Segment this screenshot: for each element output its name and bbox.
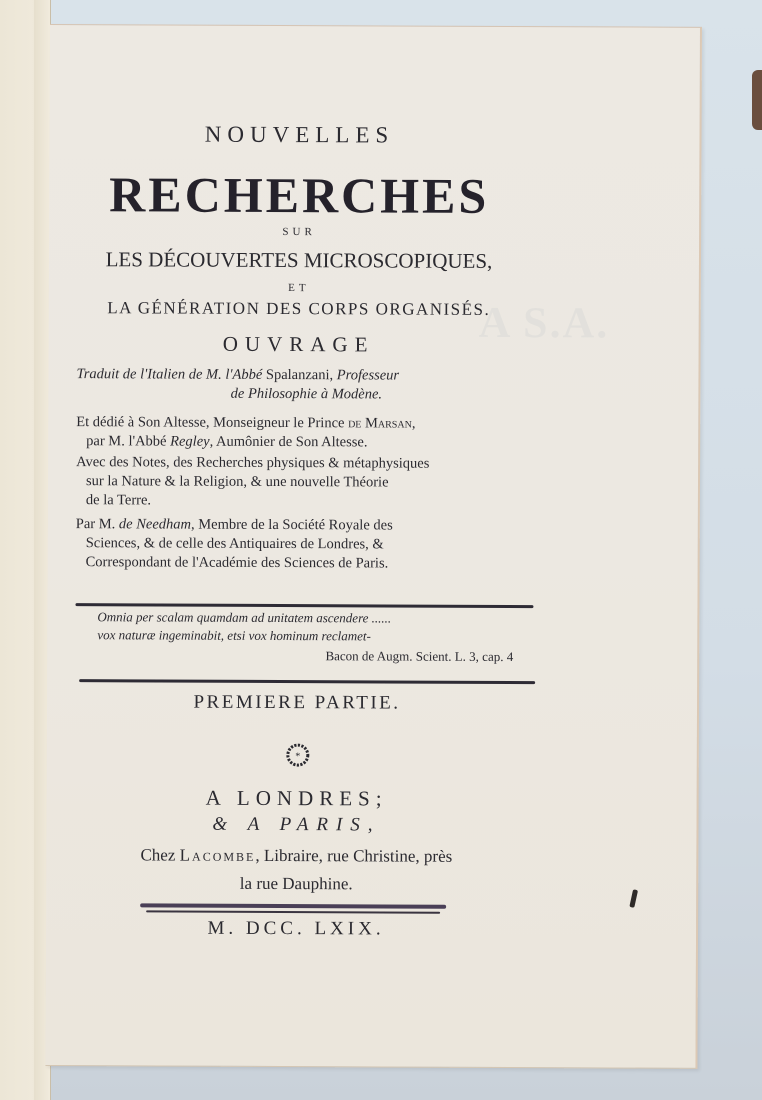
translator-author: Spalanzani, — [265, 366, 334, 384]
translator-text-1: Traduit de l'Italien de M. l'Abbé — [76, 366, 263, 383]
title-line-nouvelles: NOUVELLES — [204, 121, 395, 148]
author-statement — [76, 515, 536, 574]
title-line-decouvertes: LES DÉCOUVERTES MICROSCOPIQUES, — [105, 247, 493, 273]
dedication-text-2a: par M. l'Abbé — [86, 433, 167, 450]
svg-text:*: * — [295, 751, 301, 763]
divider-rule-top — [75, 603, 533, 608]
publisher-text-a: Chez — [140, 845, 176, 865]
epigraph-citation: Bacon de Augm. Scient. L. 3, cap. 4 — [325, 648, 514, 665]
publication-date: M. DCC. LXIX. — [207, 917, 385, 940]
wreath-ornament-icon — [285, 742, 311, 768]
divider-rule-double-thick — [140, 903, 446, 908]
notes-line-1: Avec des Notes, des Recherches physiques & métaphysiques — [76, 454, 430, 472]
title-line-ouvrage: OUVRAGE — [222, 331, 375, 357]
author-text-1a: Par M. — [75, 516, 116, 533]
title-line-generation: LA GÉNÉRATION DES CORPS ORGANISÉS. — [107, 298, 491, 319]
title-page-content — [70, 25, 530, 940]
dedication-regley: Regley — [170, 433, 210, 450]
title-line-et: ET — [288, 282, 310, 295]
dedication-text-1a: Et dédié à Son Altesse, Monseigneur le Prince — [76, 414, 345, 432]
part-label: PREMIERE PARTIE. — [193, 691, 401, 714]
book-cover-edge — [752, 70, 762, 130]
publisher-name: Lacombe — [179, 845, 256, 865]
translator-text-3: Professeur — [336, 367, 400, 384]
epigraph-line-2: vox naturæ ingeminabit, etsi vox hominum reclamet- — [97, 627, 371, 644]
dedication-prince-name: de Marsan, — [348, 415, 416, 432]
author-line-2: Sciences, & de celle des Antiquaires de Londres, & — [85, 535, 384, 553]
title-page — [45, 24, 702, 1069]
bleed-through-text: A S.A. — [478, 297, 610, 348]
imprint-publisher — [66, 845, 526, 867]
imprint-address-line2: la rue Dauphine. — [239, 873, 353, 894]
notes-line-3: de la Terre. — [85, 492, 152, 509]
divider-rule-bottom — [79, 679, 535, 684]
divider-rule-double-thin — [146, 910, 440, 913]
title-line-recherches: RECHERCHES — [109, 166, 490, 224]
author-line-3: Correspondant de l'Académie des Sciences de Paris. — [85, 554, 389, 572]
dedication-statement — [76, 413, 536, 453]
title-line-sur: SUR — [282, 226, 316, 239]
notes-line-2: sur la Nature & la Religion, & une nouvelle Théorie — [85, 473, 389, 491]
notes-statement — [76, 453, 536, 512]
publisher-text-c: , Libraire, rue Christine, près — [255, 845, 453, 866]
translator-statement — [76, 365, 536, 405]
author-needham: de Needham — [118, 516, 192, 533]
author-text-1c: , Membre de la Société Royale des — [190, 516, 393, 534]
translator-text-line2: de Philosophie à Modène. — [230, 385, 383, 403]
imprint-city-london: A LONDRES; — [205, 785, 388, 811]
imprint-city-paris: & A PARIS, — [212, 813, 381, 836]
dedication-text-2c: , Aumônier de Son Altesse. — [209, 433, 368, 451]
epigraph-line-1: Omnia per scalam quamdam ad unitatem ascendere ...... — [97, 609, 392, 626]
margin-pencil-mark — [629, 889, 638, 908]
